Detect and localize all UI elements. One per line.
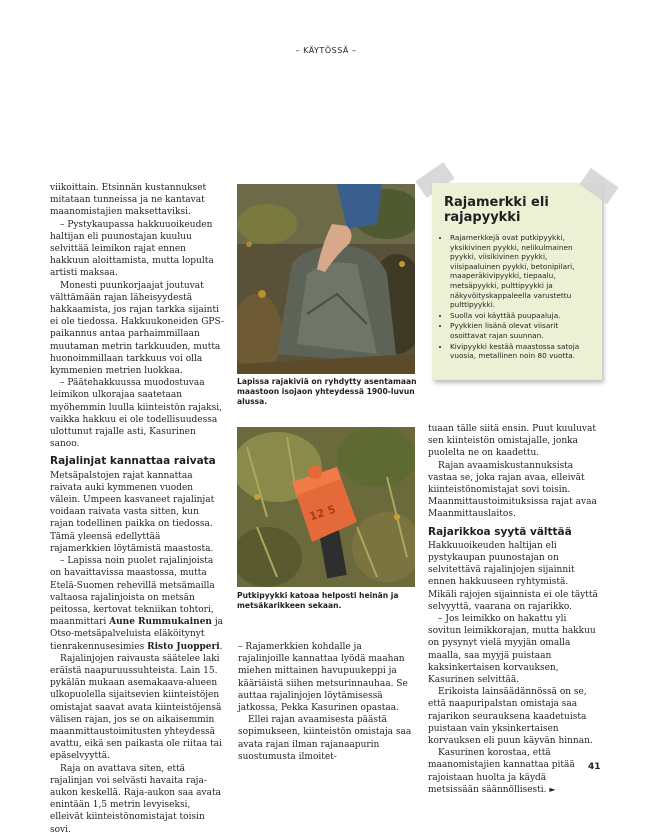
photo-caption: Lapissa rajakiviä on ryhdytty asentamaan maastoon isojaon yhteydessä 1900-luvun alussa. (237, 377, 417, 406)
list-item: • Rajamerkkejä ovat putkipyykki, yksikivinen pyykki, nelikulmainen pyykki, viisikivinen pyykki, viisipaaluinen pyykki, betonipilari, maaperäkivipyykki, tiepaalu, metsäpyykki, pulttipyykki ja näkyvöityskappaleella varustettu pulttipyykki. (450, 233, 594, 310)
article-column-3 (428, 423, 598, 796)
paragraph: Monesti puunkorjaajat joutuvat välttämään rajan läheisyydestä hakkaamista, jos rajan tarkka sijainti ei ole tiedossa. Hakkuukoneiden GPS-paikannus antaa parhaimmillaan muutaman metrin tarkkuuden, mutta huonoimmillaan tarkkuus voi olla kymmenien metrien luokkaa. (50, 280, 224, 377)
list-item: • Kivipyykki kestää maastossa satoja vuosia, metallinen noin 80 vuotta. (450, 342, 594, 361)
fact-box-list (432, 233, 602, 361)
person-name: Risto Juopperi (147, 641, 220, 652)
subheading: Rajalinjat kannattaa raivata (50, 455, 216, 468)
paragraph: tuaan tälle siitä ensin. Puut kuuluvat sen kiinteistön omistajalle, jonka puolelta ne on kaadettu. (428, 424, 596, 459)
list-item: • Suolla voi käyttää puupaaluja. (450, 311, 594, 321)
paragraph: Erikoista lainsäädännössä on se, että naapuripalstan omistaja saa rajarikon seurauksena kaadetuista puistaan vain yksinkertaisen korvauksen eli puun käyvän hinnan. (428, 687, 593, 747)
post-number: 12 5 (307, 502, 338, 524)
paragraph: – Pystykaupassa hakkuuoikeuden haltijan eli puunostajan kuuluu selvittää leimikon rajat ennen hakkuun aloittamista, mutta lopulta artisti maksaa. (50, 219, 214, 279)
pipe-marker-photo (237, 427, 415, 587)
section-header: – KÄYTÖSSÄ – (295, 46, 357, 55)
paragraph: viikoittain. Etsinnän kustannukset mitataan tunneissa ja ne kantavat maanomistajien maksettaviksi. (50, 183, 207, 218)
paragraph: Ellei rajan avaamisesta päästä sopimukseen, kiinteistön omistaja saa avata rajan ilman rajanaapurin suostumusta ilmoitet- (238, 715, 412, 762)
person-name: Aune Rummukainen (109, 617, 212, 628)
fact-box (432, 183, 602, 380)
fact-box-title: Rajamerkki eli rajapyykki (444, 195, 549, 225)
boundary-stone-photo (237, 184, 415, 374)
paragraph: – Rajamerkkien kohdalle ja rajalinjoille kannattaa lyödä maahan miehen mittainen havupuukeppi ja kääriäistä siihen metsurinnauhaa. Se auttaa rajalinjojen löytämisessä jatkossa, Pekka Kasurinen opastaa. (238, 642, 408, 714)
paragraph: Kasurinen korostaa, että maanomistajien kannattaa pitää rajoistaan huolta ja käydä metsissään säännöllisesti. ► (428, 748, 575, 795)
paragraph: Hakkuuoikeuden haltijan eli pystykaupan puunostajan on selvitettävä rajalinjojen sijainnit ennen hakkuuseen ryhtymistä. Mikäli rajojen sijainnista ei ole täyttä selvyyttä, vaarana on rajarikko. (428, 540, 598, 612)
paragraph: Metsäpalstojen rajat kannattaa raivata auki kymmenen vuoden välein. Umpeen kasvaneet rajalinjat voidaan raivata vasta sitten, kun rajan todellinen paikka on tiedossa. Tämä yleensä edellyttää rajamerkkien löytämistä maastosta. (50, 470, 215, 554)
photo-caption: Putkipyykki katoaa helposti heinän ja metsäkarikkeen sekaan. (237, 591, 399, 610)
paragraph: – Päätehakkuussa muodostuvaa leimikon ulkorajaa saatetaan myöhemmin luulla kiinteistön rajaksi, vaikka hakkuu ei ole todellisuudessa ulottunut rajalle asti, Kasurinen sanoo. (50, 378, 222, 450)
paragraph: Rajan avaamiskustannuksista vastaa se, joka rajan avaa, elleivät kiinteistönomistajat sovi toisin. Maanmittaustoimituksissa rajat avaa Maanmittauslaitos. (428, 460, 597, 520)
paragraph: – Lapissa noin puolet rajalinjoista on havaittavissa maastossa, mutta Etelä-Suomen rehevillä metsämailla valtaosa rajalinjoista on metsän peitossa, kertovat tekniikan tohtori, maanmittari Aune Rummukainen ja Otso-metsäpalveluista eläköitynyt tienrakennusesimies Risto Juopperi. (50, 556, 223, 652)
paragraph: – Jos leimikko on hakattu yli sovitun leimikkorajan, mutta hakkuu on pysynyt vielä myyjän omalla maalla, saa myyjä puistaan kaksinkertaisen korvauksen, Kasurinen selvittää. (428, 614, 596, 686)
paragraph: Rajalinjojen raivausta säätelee laki eräistä naapuruussuhteista. Lain 15. pykälän mukaan asemakaava-alueen ulkopuolella sijaitsevien kiinteistöjen omistajat saavat avata kiinteistöjensä välisen rajan, jos se on aikaisemmin maanmittaustoimitusten yhteydessä avattu, eikä sen paikasta ole riitaa tai epäselvyyttä. (50, 653, 222, 762)
paragraph: Raja on avattava siten, että rajalinjan voi selvästi havaita raja-aukon keskellä. Raja-aukon saa avata enintään 1,5 metrin levyiseksi, elleivät kiinteistönomistajat toisin sovi. (50, 763, 221, 835)
page-number: 41 (588, 762, 601, 772)
article-column-2 (238, 641, 414, 763)
end-mark-icon: ► (549, 784, 556, 794)
subheading: Rajarikkoa syytä välttää (428, 525, 572, 538)
list-item: • Pyykkien lisänä olevat viisarit osoittavat rajan suunnan. (450, 321, 594, 340)
article-column-1 (50, 182, 224, 836)
